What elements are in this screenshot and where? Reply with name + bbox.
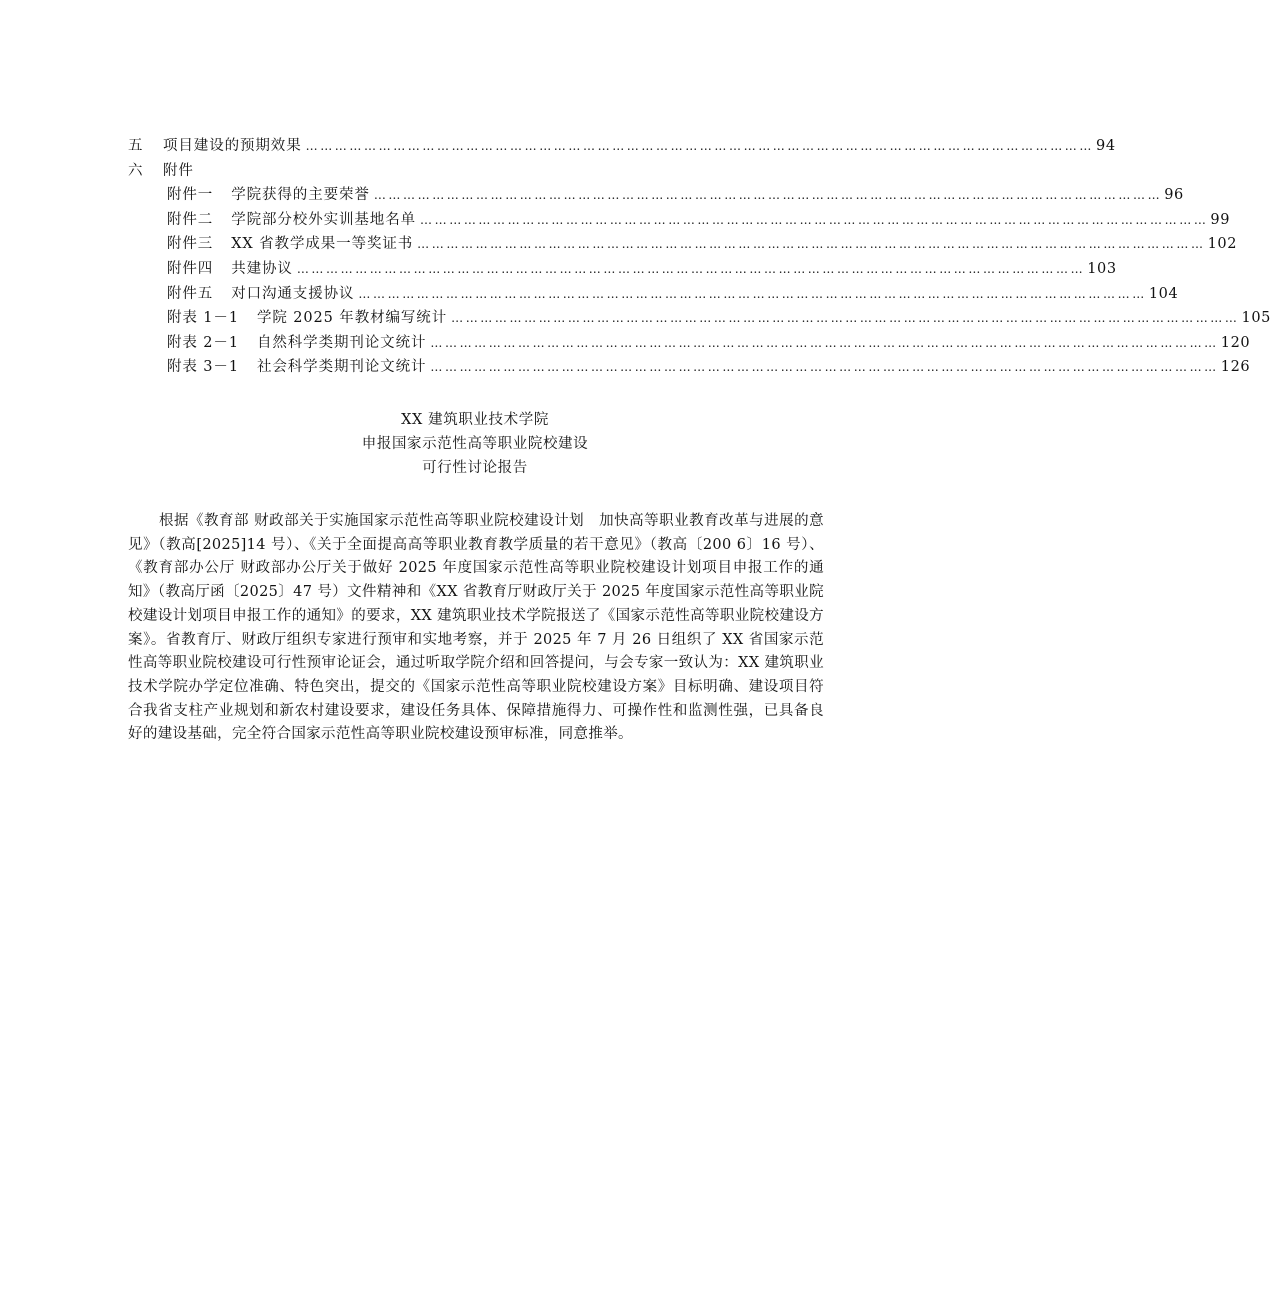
toc-entry-title: 自然科学类期刊论文统计 bbox=[256, 334, 427, 351]
toc-entry-number: 附件二 bbox=[167, 211, 214, 228]
toc-entry-title: 对口沟通支援协议 bbox=[231, 285, 355, 302]
toc-entry-page: 96 bbox=[1164, 187, 1184, 204]
toc-entry[interactable] bbox=[128, 232, 1238, 257]
report-title-line-subject: 申报国家示范性高等职业院校建设 bbox=[361, 436, 589, 452]
toc-entry-number: 附表 1－1 bbox=[167, 310, 239, 327]
toc-entry[interactable] bbox=[128, 183, 1184, 208]
toc-entry-title: 学院 2025 年教材编写统计 bbox=[256, 310, 448, 327]
toc-leader-dots: ……………………………………………………………………………………………………………………………………………… bbox=[451, 311, 1240, 326]
body-paragraph: 根据《教育部 财政部关于实施国家示范性高等职业院校建设计划 加快高等职业教育改革与进展的意见》（教高[2025]14 号）、《关于全面提高高等职业教育教学质量的若干意见》（教高〔200 6〕16 号）、《教育部办公厅 财政部办公厅关于做好 2025 年度国家示范性高等职业院校建设计划项目申报工作的通知》（教高厅函〔2025〕47 号）文件精神和《XX 省教育厅财政厅关于 2025 年度国家示范性高等职业院校建设计划项目申报工作的通知》的要求，XX 建筑职业技术学院报送了《国家示范性高等职业院校建设方案》。省教育厅、财政厅组织专家进行预审和实地考察，并于 2025 年 7 月 26 日组织了 XX 省国家示范性高等职业院校建设可行性预审论证会，通过听取学院介绍和回答提问，与会专家一致认为：XX 建筑职业技术学院办学定位准确、特色突出，提交的《国家示范性高等职业院校建设方案》目标明确、建设项目符合我省支柱产业规划和新农村建设要求，建设任务具体、保障措施得力、可操作性和监测性强，已具备良好的建设基础，完全符合国家示范性高等职业院校建设预审标准，同意推举。 bbox=[128, 513, 824, 743]
toc-entry-number: 附件一 bbox=[167, 187, 214, 204]
toc-entry-page: 104 bbox=[1148, 285, 1179, 302]
toc-leader-dots: ……………………………………………………………………………………………………………………………………………… bbox=[430, 335, 1219, 350]
toc-entry[interactable] bbox=[128, 306, 1271, 331]
toc-entry-title: 附件 bbox=[163, 162, 194, 179]
toc-leader-dots: ……………………………………………………………………………………………………………………………………………… bbox=[296, 261, 1086, 276]
report-title-line-type: 可行性讨论报告 bbox=[422, 460, 528, 476]
toc-entry-page: 94 bbox=[1096, 138, 1116, 154]
toc-leader-dots: ……………………………………………………………………………………………………………………………………………… bbox=[373, 188, 1163, 203]
toc-entry[interactable] bbox=[128, 208, 1231, 233]
table-of-contents bbox=[128, 134, 1271, 380]
toc-entry[interactable] bbox=[128, 282, 1179, 307]
toc-entry-page: 120 bbox=[1220, 334, 1251, 351]
toc-entry-number: 附件五 bbox=[167, 285, 214, 302]
toc-entry[interactable] bbox=[128, 355, 1251, 380]
toc-entry-number: 附件三 bbox=[167, 236, 214, 253]
toc-entry-page: 99 bbox=[1210, 211, 1231, 228]
toc-entry-number: 五 bbox=[128, 138, 144, 154]
toc-entry-title: XX 省教学成果一等奖证书 bbox=[231, 236, 414, 253]
toc-entry[interactable] bbox=[128, 134, 1116, 159]
toc-entry-number: 附表 3－1 bbox=[167, 359, 239, 376]
toc-entry-page: 105 bbox=[1241, 310, 1271, 327]
toc-leader-dots: ……………………………………………………………………………………………………………………………………………… bbox=[417, 237, 1206, 252]
toc-leader-dots: ……………………………………………………………………………………………………………………………………………… bbox=[420, 212, 1209, 227]
toc-entry-page: 103 bbox=[1087, 260, 1117, 277]
toc-entry-page: 126 bbox=[1220, 359, 1251, 376]
toc-leader-dots: ……………………………………………………………………………………………………………………………………………… bbox=[358, 286, 1147, 301]
toc-entry-title: 学院获得的主要荣誉 bbox=[231, 187, 370, 204]
toc-leader-dots: ……………………………………………………………………………………………………………………………………………… bbox=[430, 360, 1219, 375]
toc-entry-number: 附表 2－1 bbox=[167, 334, 239, 351]
report-title bbox=[0, 408, 950, 480]
toc-entry-number: 附件四 bbox=[167, 260, 214, 277]
toc-entry-title: 共建协议 bbox=[231, 260, 293, 277]
toc-entry-page: 102 bbox=[1207, 236, 1238, 253]
toc-entry-title: 社会科学类期刊论文统计 bbox=[256, 359, 427, 376]
toc-leader-dots: ……………………………………………………………………………………………………………………………………………… bbox=[305, 139, 1095, 153]
toc-entry[interactable] bbox=[128, 159, 824, 184]
report-title-line-institution: XX 建筑职业技术学院 bbox=[401, 412, 549, 428]
toc-entry[interactable] bbox=[128, 257, 1117, 282]
toc-entry-number: 六 bbox=[128, 162, 144, 179]
toc-entry-title: 学院部分校外实训基地名单 bbox=[231, 211, 417, 228]
toc-entry-title: 项目建设的预期效果 bbox=[163, 138, 302, 154]
toc-entry[interactable] bbox=[128, 331, 1251, 356]
